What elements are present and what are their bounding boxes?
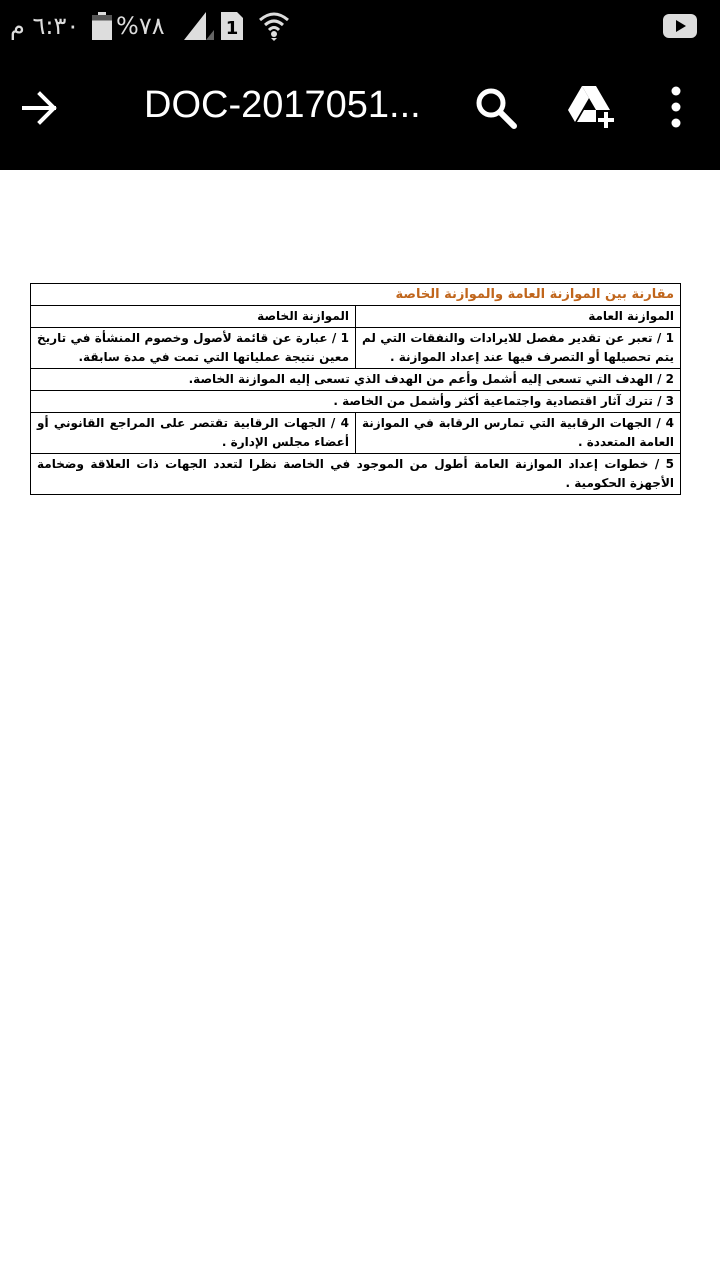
wifi-icon — [258, 10, 290, 42]
table-header-row — [31, 306, 681, 328]
row1-public-cell: 1 / تعبر عن تقدير مفصل للايرادات والنفقات التي لم يتم تحصيلها أو التصرف فيها عند إعداد الموازنة . — [356, 328, 681, 369]
row3-cell: 3 / تترك آثار اقتصادية واجتماعية أكثر وأشمل من الخاصة . — [31, 391, 681, 413]
table-title-row — [31, 284, 681, 306]
battery-percent: %٧٨ — [116, 12, 165, 40]
row2-cell: 2 / الهدف التي تسعى إليه أشمل وأعم من الهدف الذي تسعى إليه الموازنة الخاصة. — [31, 369, 681, 391]
row1-private-cell: 1 / عبارة عن قائمة لأصول وخصوم المنشأة في تاريخ معين نتيجة عملياتها التي تمت في مدة سابقة. — [31, 328, 356, 369]
column-header-private: الموازنة الخاصة — [31, 306, 356, 328]
document-page — [30, 283, 681, 495]
document-title: DOC-2017051... — [144, 84, 421, 126]
battery-icon — [92, 12, 112, 40]
row5-cell: 5 / خطوات إعداد الموازنة العامة أطول من الموجود في الخاصة نظرا لتعدد الجهات ذات العلاقة وضخامة الأجهزة الحكومية . — [31, 454, 681, 495]
row4-public-cell: 4 / الجهات الرقابية التي تمارس الرقابة في الموازنة العامة المتعددة . — [356, 413, 681, 454]
more-options-icon[interactable] — [664, 84, 688, 130]
row4-private-cell: 4 / الجهات الرقابية تقتصر على المراجع القانوني أو أعضاء مجلس الإدارة . — [31, 413, 356, 454]
add-to-drive-icon[interactable] — [566, 84, 616, 130]
table-title: مقارنة بين الموازنة العامة والموازنة الخاصة — [31, 284, 681, 306]
cell-signal-icon — [184, 12, 214, 40]
search-icon[interactable] — [474, 86, 518, 130]
table-row — [31, 369, 681, 391]
comparison-table — [30, 283, 681, 495]
status-bar — [0, 0, 720, 52]
table-row — [31, 413, 681, 454]
sim-icon — [221, 12, 243, 40]
table-row — [31, 454, 681, 495]
table-row — [31, 328, 681, 369]
back-arrow-icon[interactable] — [20, 88, 60, 128]
youtube-notification-icon — [663, 14, 697, 38]
table-row — [31, 391, 681, 413]
column-header-public: الموازنة العامة — [356, 306, 681, 328]
status-time: ٦:٣٠ م — [10, 12, 80, 40]
app-bar — [0, 52, 720, 170]
sim-label: 1 — [225, 18, 239, 39]
